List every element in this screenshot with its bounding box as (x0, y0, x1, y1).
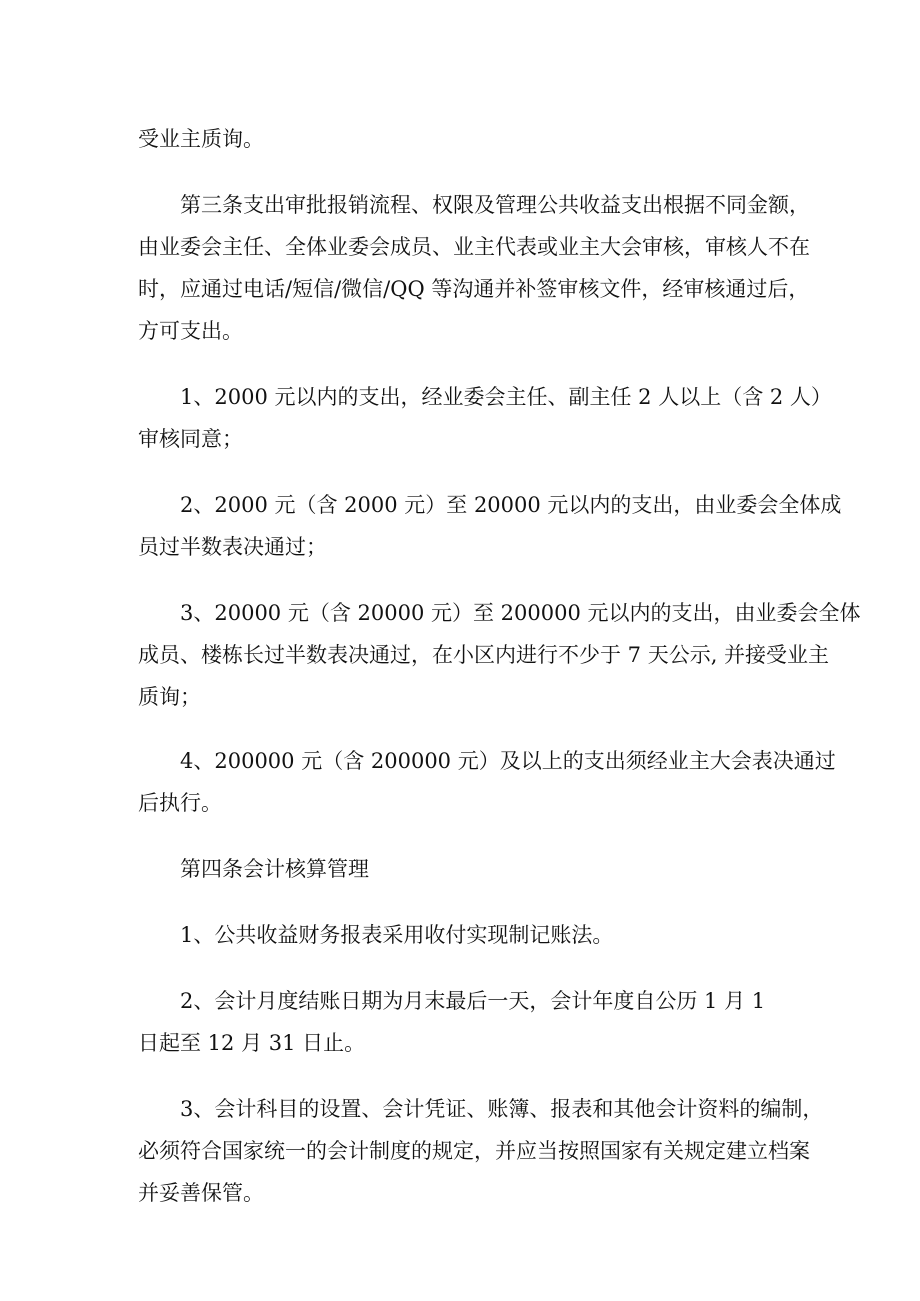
text-line: 受业主质询。 (138, 127, 264, 151)
text-line: 质询； (138, 685, 201, 709)
paragraph-item-3 (138, 592, 861, 718)
text-line: 成员、楼栋长过半数表决通过，在小区内进行不少于 7 天公示, 并接受业主 (138, 643, 830, 667)
text-line: 并妥善保管。 (138, 1181, 264, 1205)
text-line: 由业委会主任、全体业委会成员、业主代表或业主大会审核，审核人不在 (138, 235, 810, 259)
paragraph-item-4 (138, 740, 836, 824)
paragraph-article-four-heading (138, 848, 788, 890)
text-line: 2、2000 元（含 2000 元）至 20000 元以内的支出，由业委会全体成 (180, 493, 842, 517)
text-line: 4、200000 元（含 200000 元）及以上的支出须经业主大会表决通过 (180, 749, 836, 773)
text-line: 3、会计科目的设置、会计凭证、账簿、报表和其他会计资料的编制， (180, 1097, 824, 1121)
text-line: 方可支出。 (138, 319, 243, 343)
paragraph-accounting-3 (138, 1088, 824, 1214)
paragraph-accounting-2 (138, 980, 788, 1064)
paragraph-item-1 (138, 376, 832, 460)
text-line: 后执行。 (138, 791, 222, 815)
text-line: 员过半数表决通过； (138, 535, 327, 559)
text-line: 1、公共收益财务报表采用收付实现制记账法。 (180, 923, 614, 947)
paragraph-article-three (138, 184, 810, 352)
text-line: 2、会计月度结账日期为月末最后一天，会计年度自公历 1 月 1 (180, 989, 766, 1013)
document-body (138, 118, 861, 1214)
paragraph-accounting-1 (138, 914, 788, 956)
paragraph-item-2 (138, 484, 842, 568)
text-line: 1、2000 元以内的支出，经业委会主任、副主任 2 人以上（含 2 人） (180, 385, 832, 409)
text-line: 第三条支出审批报销流程、权限及管理公共收益支出根据不同金额， (180, 193, 810, 217)
text-line: 第四条会计核算管理 (180, 857, 369, 881)
text-line: 审核同意； (138, 427, 243, 451)
text-line: 时，应通过电话/短信/微信/QQ 等沟通并补签审核文件，经审核通过后， (138, 277, 810, 301)
text-line: 3、20000 元（含 20000 元）至 200000 元以内的支出，由业委会全体 (180, 601, 861, 625)
text-line: 日起至 12 月 31 日止。 (138, 1031, 366, 1055)
text-line: 必须符合国家统一的会计制度的规定，并应当按照国家有关规定建立档案 (138, 1139, 810, 1163)
paragraph-continuation (138, 118, 788, 160)
